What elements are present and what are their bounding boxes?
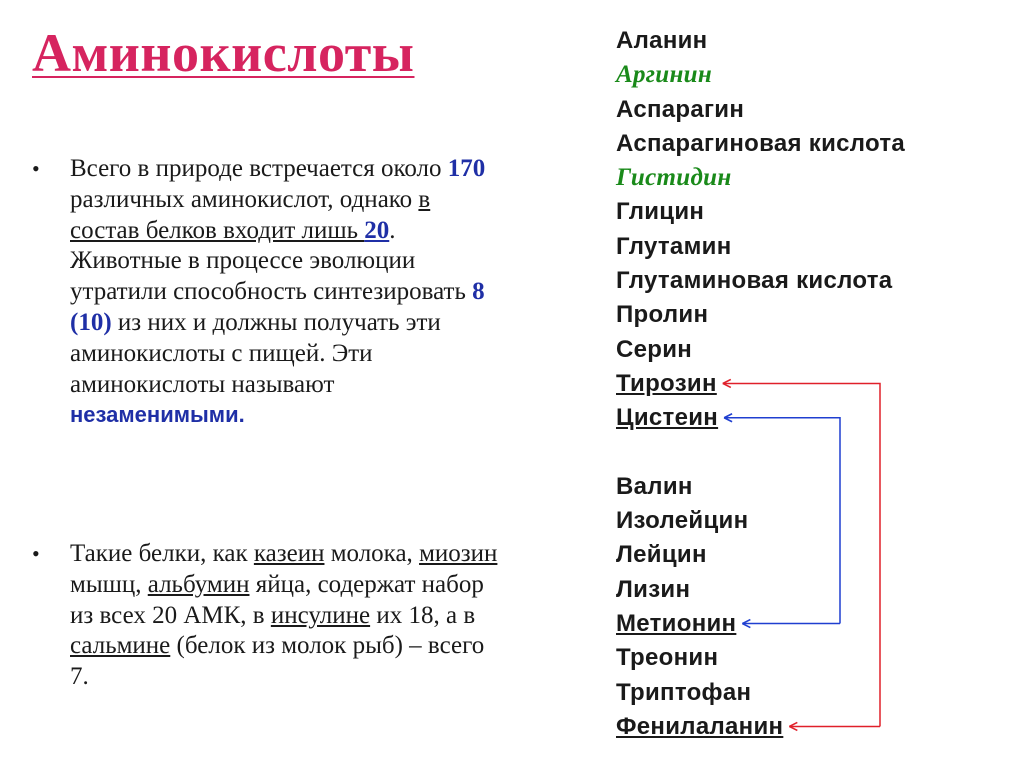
- text-segment: сальмине: [70, 632, 171, 660]
- text-segment: (белок из молок рыб) – всего 7.: [70, 632, 485, 691]
- amino-acid-name: Серин: [616, 335, 693, 363]
- amino-acid-name: Метионин: [616, 610, 737, 638]
- text-segment: мышц,: [70, 570, 148, 598]
- text-segment: из них и должны получать эти аминокислоты с пищей. Эти аминокислоты называют: [70, 308, 441, 398]
- amino-acid-name: Изолейцин: [616, 507, 749, 535]
- amino-acid-name: Валин: [616, 472, 693, 500]
- bullet-marker: •: [32, 541, 40, 566]
- amino-acid-name: Пролин: [616, 301, 709, 329]
- amino-acid-name: Треонин: [616, 644, 719, 672]
- conversion-arrow: [724, 418, 840, 624]
- amino-acid-name: Аргинин: [616, 61, 713, 89]
- page-title: Аминокислоты: [32, 23, 415, 83]
- text-segment: 170: [447, 155, 486, 182]
- text-segment: незаменимыми.: [70, 402, 245, 428]
- amino-acid-name: Цистеин: [616, 404, 719, 432]
- amino-acid-name: Глицин: [616, 198, 705, 226]
- text-segment: их 18, а в: [370, 601, 476, 629]
- conversion-arrow: [723, 383, 880, 726]
- amino-acid-name: Тирозин: [616, 369, 717, 397]
- amino-acid-name: Глутаминовая кислота: [616, 267, 893, 295]
- text-segment: миозин: [419, 540, 498, 567]
- text-segment: Всего в природе встречается около: [70, 155, 448, 182]
- text-segment: в состав белков входит лишь: [70, 185, 431, 244]
- amino-acid-name: Лейцин: [616, 541, 707, 569]
- amino-acid-name: Аспарагиновая кислота: [616, 129, 906, 157]
- text-segment: казеин: [253, 540, 325, 567]
- amino-acid-name: Триптофан: [616, 678, 752, 706]
- amino-acid-name: Аланин: [616, 27, 708, 54]
- text-segment: Такие белки, как: [70, 540, 254, 567]
- text-segment: альбумин: [147, 570, 250, 598]
- amino-acid-name: Гистидин: [616, 164, 732, 192]
- text-segment: 20: [364, 216, 390, 244]
- text-segment: яйца, содержат набор из всех 20 АМК, в: [70, 570, 484, 629]
- amino-acid-name: Аспарагин: [616, 95, 745, 123]
- text-segment: . Животные в процессе эволюции утратили способность синтезировать: [70, 216, 473, 306]
- amino-acid-name: Фенилаланин: [616, 712, 784, 740]
- text-segment: различных аминокислот, однако: [70, 185, 419, 213]
- text-segment: молока,: [324, 540, 420, 567]
- text-segment: инсулине: [270, 601, 371, 629]
- bullet-marker: •: [32, 156, 40, 181]
- text-segment: 8 (10): [70, 278, 485, 336]
- amino-acid-name: Глутамин: [616, 232, 732, 260]
- amino-acid-name: Лизин: [616, 575, 691, 603]
